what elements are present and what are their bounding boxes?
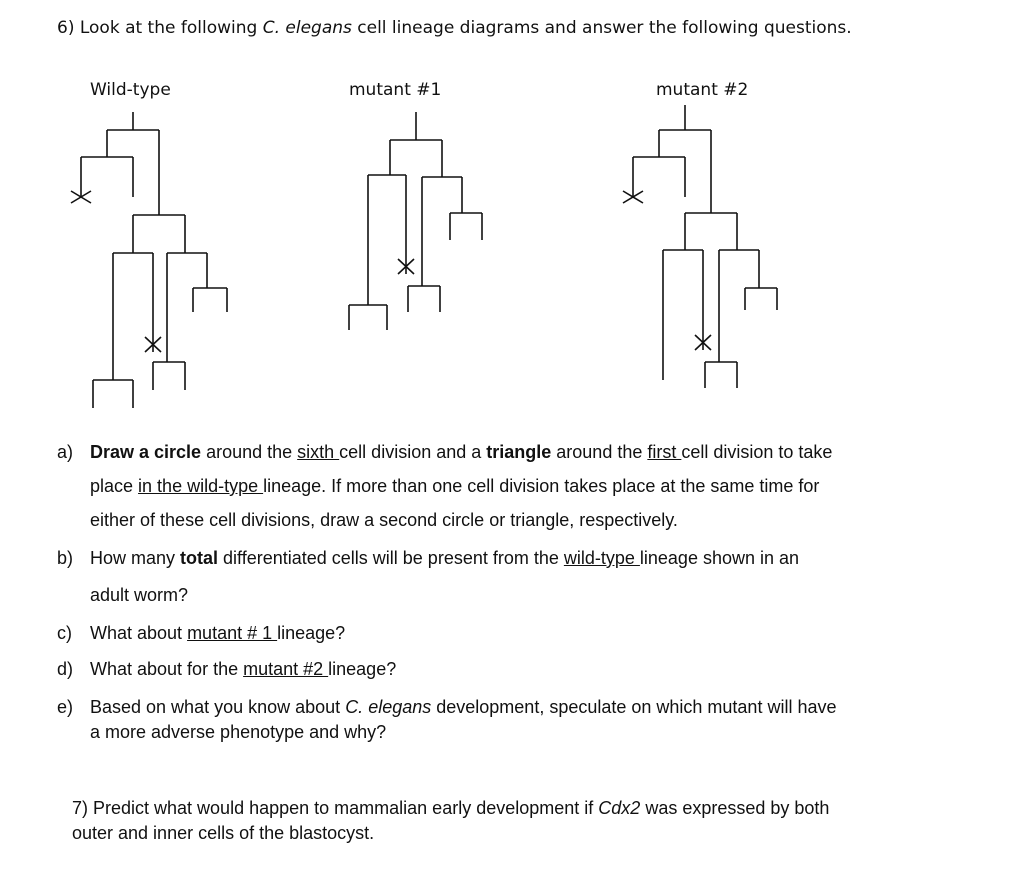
- question-a-line-3: either of these cell divisions, draw a second circle or triangle, respectively.: [90, 510, 678, 530]
- question-b-letter: b): [57, 548, 74, 568]
- mutant-2-lineage: [623, 105, 777, 388]
- question-a-line-1: Draw a circle around the sixth cell division and a triangle around the first cell division to take: [90, 442, 833, 462]
- question-6-heading: 6) Look at the following C. elegans cell lineage diagrams and answer the following questions.: [57, 18, 852, 38]
- species-name: C. elegans: [262, 18, 352, 38]
- question-e-letter: e): [57, 697, 74, 717]
- mutant-1-lineage: [349, 112, 482, 330]
- wild-type-lineage: [71, 112, 227, 408]
- question-c-text: What about mutant # 1 lineage?: [90, 623, 346, 643]
- question-b-line-2: adult worm?: [90, 585, 189, 605]
- question-a-line-2: place in the wild-type lineage. If more than one cell division takes place at the same time for: [90, 476, 820, 496]
- question-d-text: What about for the mutant #2 lineage?: [90, 659, 397, 679]
- question-7-line-2: outer and inner cells of the blastocyst.: [72, 823, 375, 843]
- question-e-line-1: Based on what you know about C. elegans development, speculate on which mutant will have: [90, 697, 837, 717]
- question-c-letter: c): [57, 623, 72, 643]
- question-7-line-1: 7) Predict what would happen to mammalian early development if Cdx2 was expressed by both: [72, 798, 830, 818]
- mutant-1-label: mutant #1: [349, 80, 442, 100]
- question-a-letter: a): [57, 442, 74, 462]
- question-e-line-2: a more adverse phenotype and why?: [90, 722, 387, 742]
- question-d-letter: d): [57, 659, 74, 679]
- mutant-2-label: mutant #2: [656, 80, 749, 100]
- wild-type-label: Wild-type: [90, 80, 171, 100]
- question-7: [72, 796, 829, 846]
- question-b-line-1: How many total differentiated cells will be present from the wild-type lineage shown in an: [90, 548, 800, 568]
